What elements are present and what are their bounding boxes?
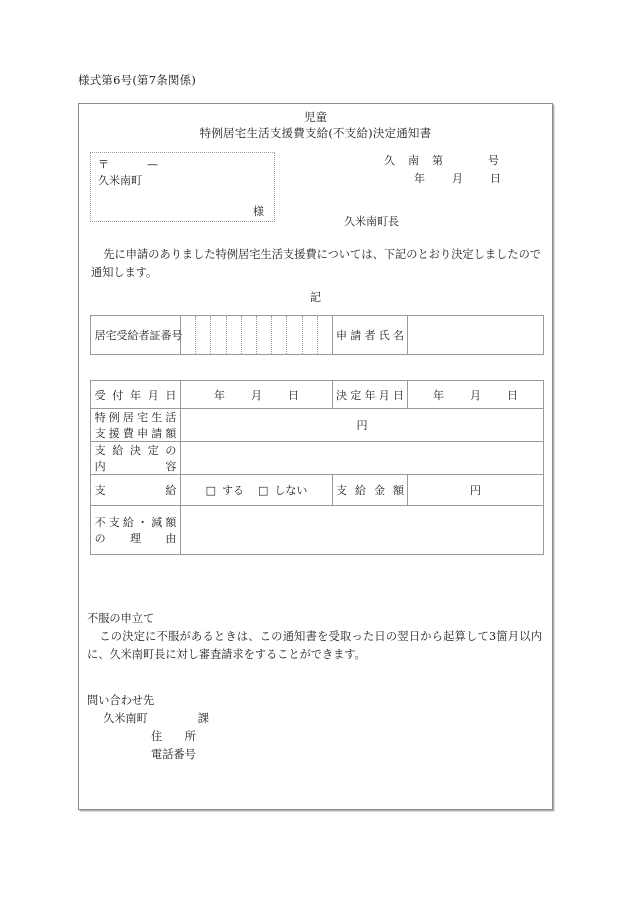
postal-dash: — bbox=[147, 158, 158, 171]
digit-cell[interactable] bbox=[318, 316, 332, 354]
title-line-2: 特例居宅生活支援費支給(不支給)決定通知書 bbox=[199, 126, 432, 140]
reception-date-day-label: 日 bbox=[288, 388, 299, 402]
table-row bbox=[91, 381, 544, 409]
decision-date-month-label: 月 bbox=[470, 388, 481, 402]
body-paragraph bbox=[91, 246, 541, 282]
payment-label: 支 給 bbox=[91, 475, 181, 506]
contact-address-label: 住 所 bbox=[151, 730, 196, 743]
document-date-year-label: 年 bbox=[414, 172, 425, 185]
contact-town: 久米南町 bbox=[103, 712, 148, 725]
addressee-box[interactable] bbox=[90, 152, 275, 222]
payment-no-label: しない bbox=[274, 484, 308, 497]
title-line-1: 児童 bbox=[304, 110, 327, 124]
decision-date-label: 決定年月日 bbox=[333, 381, 408, 409]
application-amount-value[interactable] bbox=[181, 409, 544, 442]
recipient-number-label: 居宅受給者証番号 bbox=[91, 316, 181, 355]
digit-cell[interactable] bbox=[196, 316, 211, 354]
reception-date-year-label: 年 bbox=[214, 388, 225, 402]
table-row bbox=[91, 475, 544, 506]
payment-yes-checkbox[interactable]: □ bbox=[205, 484, 216, 497]
application-amount-unit: 円 bbox=[356, 419, 368, 432]
document-number-prefix-1: 久 bbox=[384, 154, 395, 167]
digit-cell[interactable] bbox=[227, 316, 242, 354]
decision-date-year-label: 年 bbox=[433, 388, 444, 402]
document-number-prefix-2: 南 bbox=[408, 154, 419, 167]
reception-date-value[interactable] bbox=[181, 381, 333, 409]
form-number: 様式第6号(第7条関係) bbox=[78, 73, 197, 87]
table-row bbox=[91, 316, 544, 355]
payment-no-checkbox[interactable]: □ bbox=[258, 484, 269, 497]
payment-amount-label: 支給金額 bbox=[333, 475, 408, 506]
appeal-text: この決定に不服があるときは、この通知書を受取った日の翌日から起算して3箇月以内に、久米南町長に対し審査請求をすることができます。 bbox=[87, 630, 542, 661]
contact-division-label: 課 bbox=[197, 712, 209, 725]
document-number-dai-label: 第 bbox=[432, 154, 443, 167]
digit-cell[interactable] bbox=[211, 316, 226, 354]
document-number-row bbox=[384, 152, 499, 168]
payment-amount-unit: 円 bbox=[470, 484, 481, 497]
digit-cell[interactable] bbox=[257, 316, 272, 354]
reason-label: 不支給・減額 の 理 由 bbox=[91, 506, 181, 555]
issuer-name: 久米南町長 bbox=[344, 215, 399, 228]
applicant-name-label: 申請者氏名 bbox=[333, 316, 408, 355]
contact-town-row bbox=[103, 710, 209, 726]
recipient-number-digit-cells[interactable] bbox=[181, 316, 333, 355]
reception-date-label: 受付年月日 bbox=[91, 381, 181, 409]
table-row bbox=[91, 409, 544, 442]
addressee-honorific: 様 bbox=[253, 205, 264, 218]
digit-cell[interactable] bbox=[181, 316, 196, 354]
decision-content-value[interactable] bbox=[181, 442, 544, 475]
payment-yes-label: する bbox=[222, 484, 244, 497]
contact-section-title: 問い合わせ先 bbox=[87, 694, 155, 707]
payment-options bbox=[181, 475, 333, 506]
digit-cell[interactable] bbox=[242, 316, 257, 354]
applicant-name-value[interactable] bbox=[408, 316, 544, 355]
reason-value[interactable] bbox=[181, 506, 544, 555]
contact-phone-label: 電話番号 bbox=[151, 748, 196, 761]
digit-cell[interactable] bbox=[272, 316, 287, 354]
body-paragraph-text: 先に申請のありました特例居宅生活支援費については、下記のとおり決定しましたので通知します。 bbox=[91, 248, 541, 279]
digit-cell[interactable] bbox=[287, 316, 302, 354]
postal-code-row bbox=[98, 156, 158, 172]
notification-form-frame bbox=[78, 103, 553, 810]
ki-mark: 記 bbox=[309, 291, 322, 304]
table-row bbox=[91, 442, 544, 475]
document-number-gou-label: 号 bbox=[488, 154, 499, 167]
reception-date-month-label: 月 bbox=[251, 388, 262, 402]
document-date-day-label: 日 bbox=[490, 172, 501, 185]
table-row bbox=[91, 506, 544, 555]
addressee-town: 久米南町 bbox=[98, 174, 142, 187]
decision-table bbox=[90, 380, 544, 555]
appeal-section-title: 不服の申立て bbox=[87, 612, 155, 625]
decision-date-value[interactable] bbox=[408, 381, 544, 409]
document-title bbox=[79, 109, 552, 142]
document-date-month-label: 月 bbox=[452, 172, 463, 185]
decision-date-day-label: 日 bbox=[507, 388, 518, 402]
document-date-row bbox=[414, 170, 501, 186]
payment-amount-value[interactable] bbox=[408, 475, 544, 506]
postal-mark-icon: 〒 bbox=[98, 158, 109, 171]
recipient-number-table bbox=[90, 315, 544, 355]
application-amount-label: 特例居宅生活 支援費申請額 bbox=[91, 409, 181, 442]
digit-cell[interactable] bbox=[303, 316, 318, 354]
decision-content-label: 支給決定の 内 容 bbox=[91, 442, 181, 475]
appeal-section-body bbox=[87, 628, 542, 664]
